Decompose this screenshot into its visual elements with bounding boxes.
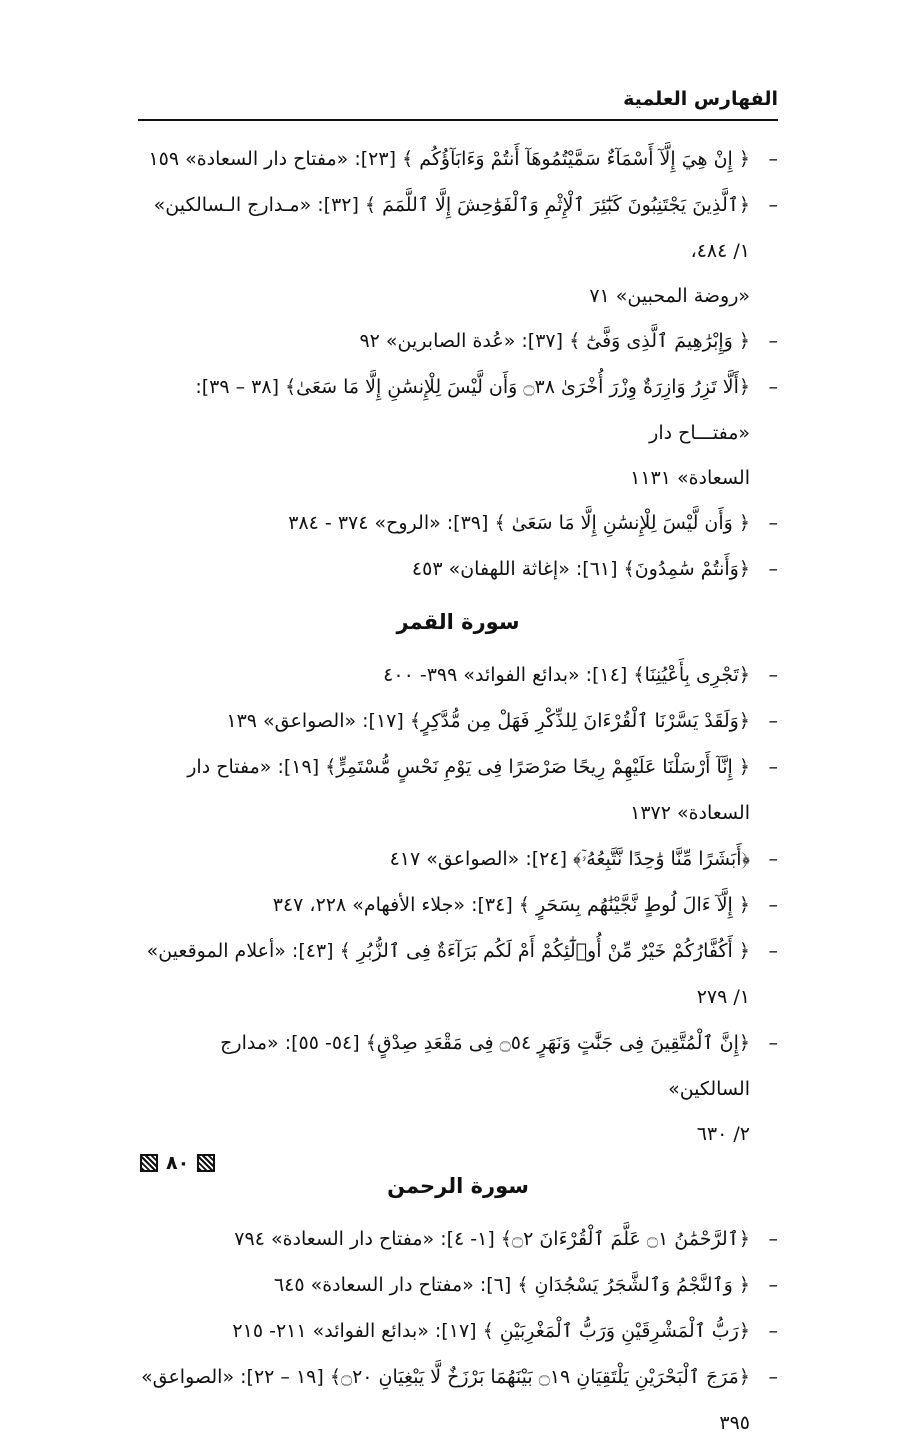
entry-text: ﴿ وَأَن لَّيْسَ لِلْإِنسَٰنِ إِلَّا مَا سَعَىٰ ﴾ [٣٩]: «الروح» ٣٧٤ - ٣٨٤ — [288, 512, 750, 534]
entry-dash: – — [768, 1228, 778, 1250]
page-footer — [140, 1152, 215, 1174]
surah-heading: سورة القمر — [396, 610, 520, 634]
index-entry — [138, 546, 778, 592]
index-entry — [138, 698, 778, 744]
index-entry — [138, 836, 778, 882]
entry-text: ﴿وَأَنتُمْ سَٰمِدُونَ﴾ [٦١]: «إغاثة اللهفان» ٤٥٣ — [411, 558, 750, 580]
entry-dash: – — [768, 1274, 778, 1296]
entry-text: ﴿وَلَقَدْ يَسَّرْنَا ٱلْقُرْءَانَ لِلذِّكْرِ فَهَلْ مِن مُّدَّكِرٍ﴾ [١٧]: «الصواعق» ١٣٩ — [226, 710, 750, 732]
index-body — [138, 136, 778, 1446]
entry-dash: – — [768, 194, 778, 216]
square-ornament-icon — [140, 1154, 158, 1172]
entry-continuation: السعادة» ١١٣١ — [630, 467, 750, 489]
entry-dash: – — [768, 558, 778, 580]
entry-text: ﴿ وَٱلنَّجْمُ وَٱلشَّجَرُ يَسْجُدَانِ ﴾ [٦]: «مفتاح دار السعادة» ٦٤٥ — [273, 1274, 750, 1296]
index-entry — [138, 1354, 778, 1446]
entry-dash: – — [768, 1032, 778, 1054]
entry-continuation: ٢/ ٦٣٠ — [696, 1123, 750, 1145]
entry-text: ﴿تَجْرِى بِأَعْيُنِنَا﴾ [١٤]: «بدائع الفوائد» ٣٩٩- ٤٠٠ — [383, 664, 750, 686]
entry-dash: – — [768, 940, 778, 962]
entry-text: ﴿ وَإِبْرَٰهِيمَ ٱلَّذِى وَفَّىٰٓ ﴾ [٣٧]: «عُدة الصابرين» ٩٢ — [359, 330, 750, 352]
entry-dash: – — [768, 710, 778, 732]
square-ornament-icon — [197, 1154, 215, 1172]
index-entry — [138, 928, 778, 1020]
entry-dash: – — [768, 330, 778, 352]
index-entry — [138, 136, 778, 182]
index-entry — [138, 744, 778, 836]
index-entry — [138, 182, 778, 318]
entry-continuation: «روضة المحبين» ٧١ — [589, 285, 750, 307]
entry-text: ﴿إِنَّ ٱلْمُتَّقِينَ فِى جَنَّٰتٍ وَنَهَرٍ ۝٥٤ فِى مَقْعَدِ صِدْقٍ﴾ [٥٤- ٥٥]: «مدارج السالكين» — [220, 1032, 750, 1100]
entry-text: ﴿ٱلرَّحْمَٰنُ ۝١ عَلَّمَ ٱلْقُرْءَانَ ۝٢﴾ [١- ٤]: «مفتاح دار السعادة» ٧٩٤ — [234, 1228, 750, 1250]
entry-text: ﴿ إِلَّآ ءَالَ لُوطٍ نَّجَّيْنَٰهُم بِسَحَرٍ ﴾ [٣٤]: «جلاء الأفهام» ٢٢٨، ٣٤٧ — [272, 894, 750, 916]
entry-text: ﴿ أَكُفَّارُكُمْ خَيْرٌ مِّنْ أُو۟لَٰٓئِكُمْ أَمْ لَكُم بَرَآءَةٌ فِى ٱلزُّبُرِ ﴾ [٤٣]: «أعلام الموقعين» ١/ ٢٧٩ — [146, 940, 750, 1008]
entry-dash: – — [768, 894, 778, 916]
index-entry — [138, 318, 778, 364]
surah-heading: سورة الرحمن — [387, 1174, 529, 1198]
entry-text: ﴿أَبَشَرًا مِّنَّا وَٰحِدًا نَّتَّبِعُهُۥٓ﴾ [٢٤]: «الصواعق» ٤١٧ — [389, 848, 750, 870]
entry-dash: – — [768, 1320, 778, 1342]
header-rule — [138, 119, 778, 121]
index-entry — [138, 882, 778, 928]
entry-dash: – — [768, 664, 778, 686]
entry-text: ﴿ٱلَّذِينَ يَجْتَنِبُونَ كَبَٰٓئِرَ ٱلْإِثْمِ وَٱلْفَوَٰحِشَ إِلَّا ٱللَّمَمَ ﴾ [٣٢]: «مـدارج الـسالكين» ١/ ٤٨٤، — [153, 194, 750, 262]
index-entry — [138, 1308, 778, 1354]
page-number: ٨٠ — [166, 1152, 190, 1174]
index-entry — [138, 1216, 778, 1262]
index-entry — [138, 1262, 778, 1308]
index-entry — [138, 364, 778, 500]
entry-dash: – — [768, 512, 778, 534]
entry-text: ﴿أَلَّا تَزِرُ وَازِرَةٌ وِزْرَ أُخْرَىٰ ۝٣٨ وَأَن لَّيْسَ لِلْإِنسَٰنِ إِلَّا مَا سَعَىٰ﴾ [٣٨ – ٣٩]: «مفتـــاح دار — [195, 376, 750, 444]
index-entry — [138, 1020, 778, 1156]
entry-dash: – — [768, 756, 778, 778]
index-entry — [138, 500, 778, 546]
entry-dash: – — [768, 148, 778, 170]
entry-text: ﴿ إِنَّآ أَرْسَلْنَا عَلَيْهِمْ رِيحًا صَرْصَرًا فِى يَوْمِ نَحْسٍ مُّسْتَمِرٍّ﴾ [١٩]: «مفتاح دار السعادة» ١٣٧٢ — [187, 756, 750, 824]
entry-text: ﴿ إِنْ هِيَ إِلَّآ أَسْمَآءٌ سَمَّيْتُمُوهَآ أَنتُمْ وَءَابَآؤُكُم ﴾ [٢٣]: «مفتاح دار السعادة» ١٥٩ — [148, 148, 750, 170]
entry-text: ﴿مَرَجَ ٱلْبَحْرَيْنِ يَلْتَقِيَانِ ۝١٩ بَيْنَهُمَا بَرْزَخٌ لَّا يَبْغِيَانِ ۝٢٠﴾ [١٩ – ٢٢]: «الصواعق» ٣٩٥ — [141, 1366, 750, 1434]
entry-dash: – — [768, 1366, 778, 1388]
entry-dash: – — [768, 848, 778, 870]
index-entry — [138, 652, 778, 698]
entry-text: ﴿رَبُّ ٱلْمَشْرِقَيْنِ وَرَبُّ ٱلْمَغْرِبَيْنِ ﴾ [١٧]: «بدائع الفوائد» ٢١١- ٢١٥ — [232, 1320, 750, 1342]
running-header-title: الفهارس العلمية — [623, 88, 778, 110]
entry-dash: – — [768, 376, 778, 398]
